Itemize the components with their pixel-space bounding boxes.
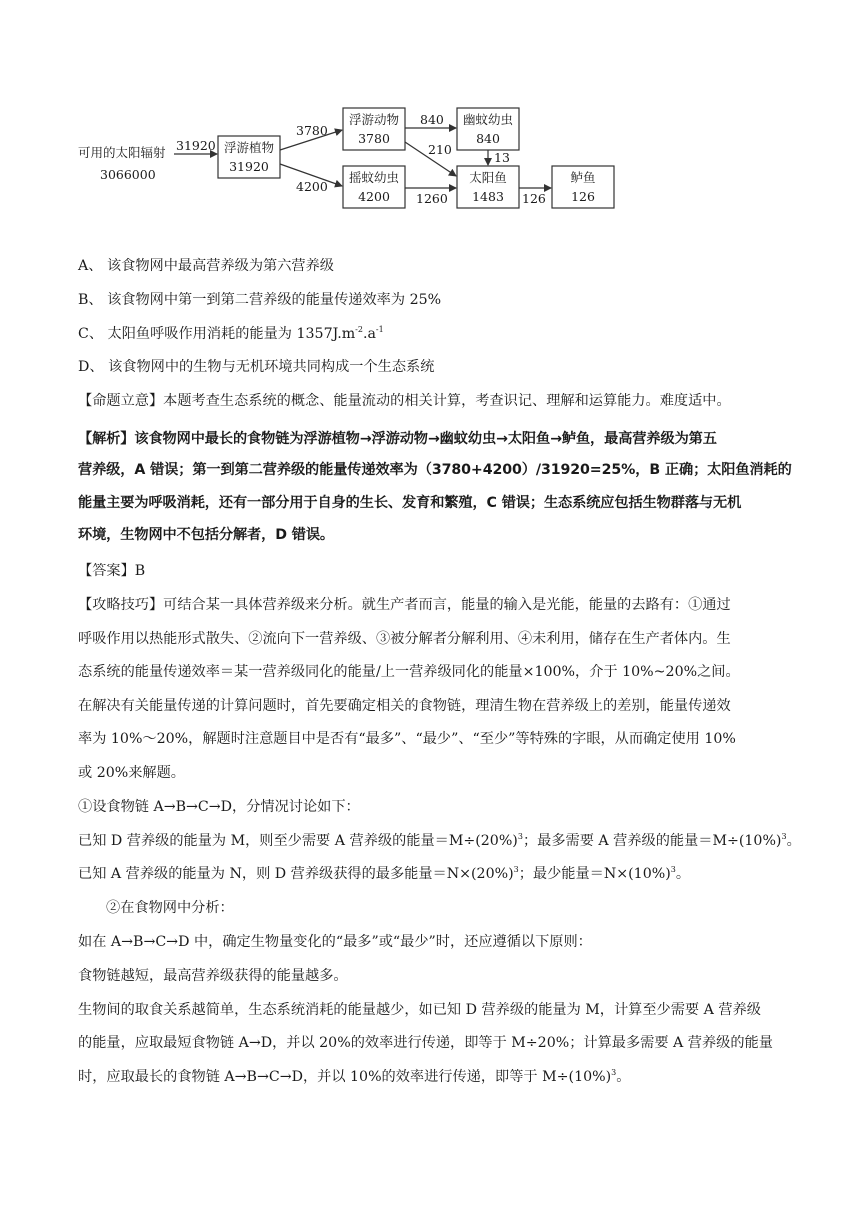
case2-line-4: 的能量，应取最短食物链 A→D，并以 20%的效率进行传递，即等于 M÷20%；计算最多需要 A 营养级的能量: [78, 1035, 773, 1051]
node-phantom-midge-larva: [457, 108, 519, 150]
option-c: [78, 324, 384, 344]
node-phantom-midge-larva-name: 幽蚊幼虫: [462, 112, 514, 127]
tips-line-6: 或 20%来解题。: [78, 765, 185, 781]
node-sunfish-value: 1483: [472, 189, 504, 204]
case1-line-1: [78, 831, 801, 851]
case2-title: ②在食物网中分析：: [106, 900, 234, 916]
case2-line-3: 生物间的取食关系越简单，生态系统消耗的能量越少，如已知 D 营养级的能量为 M，计算至少需要 A 营养级: [78, 1002, 761, 1018]
edge-n4-n5-label: 13: [494, 150, 510, 165]
tips-line-3: 态系统的能量传递效率＝某一营养级同化的能量/上一营养级同化的能量×100%，介于 10%~20%之间。: [78, 664, 740, 680]
node-midge-larva: [343, 166, 405, 208]
node-phantom-midge-larva-value: 840: [476, 131, 500, 146]
case2-line-1: 如在 A→B→C→D 中，确定生物量变化的“最多”或“最少”时，还应遵循以下原则：: [78, 934, 592, 950]
edge-n2-n4-label: 840: [420, 112, 444, 127]
tips-line-1: 【攻略技巧】可结合某一具体营养级来分析。就生产者而言，能量的输入是光能，能量的去路有：①通过: [78, 597, 731, 613]
node-perch: [552, 166, 614, 208]
case1-l2-b: ；最少能量＝N×(10%): [518, 866, 671, 882]
option-c-mid: .a: [362, 326, 376, 342]
edge-n2-n5-label: 210: [428, 142, 452, 157]
case1-l1-c: 。: [786, 833, 801, 849]
source-label: 可用的太阳辐射: [78, 145, 166, 160]
case2-last-b: 。: [616, 1069, 631, 1085]
case1-l1-exp2: 3: [781, 832, 787, 841]
node-zooplankton-value: 3780: [358, 131, 390, 146]
option-b: B、 该食物网中第一到第二营养级的能量传递效率为 25%: [78, 292, 442, 308]
edge-n1-n3-label: 4200: [296, 179, 328, 194]
source-value: 3066000: [100, 167, 156, 182]
node-zooplankton: [343, 108, 405, 150]
edge-n3-n5-label: 1260: [416, 191, 448, 206]
case1-l1-b: ；最多需要 A 营养级的能量＝M÷(10%): [522, 833, 782, 849]
option-d: D、 该食物网中的生物与无机环境共同构成一个生态系统: [78, 359, 435, 375]
analysis-line-4: 环境，生物网中不包括分解者，D 错误。: [78, 527, 335, 543]
option-c-sup1: -2: [355, 325, 363, 334]
food-web-diagram: [70, 98, 630, 216]
case1-title: ①设食物链 A→B→C→D，分情况讨论如下：: [78, 799, 360, 815]
edge-n1-n2-label: 3780: [296, 123, 328, 138]
intent-paragraph: 【命题立意】本题考查生态系统的概念、能量流动的相关计算，考查识记、理解和运算能力。难度适中。: [78, 393, 731, 409]
edge-n5-n6-label: 126: [522, 191, 546, 206]
node-zooplankton-name: 浮游动物: [348, 112, 400, 127]
node-phytoplankton-name: 浮游植物: [223, 140, 275, 155]
case1-l1-exp1: 3: [517, 832, 523, 841]
edge-source-label: 31920: [176, 138, 216, 153]
analysis-line-1: 【解析】该食物网中最长的食物链为浮游植物→浮游动物→幽蚊幼虫→太阳鱼→鲈鱼，最高营养级为第五: [78, 431, 717, 447]
case1-line-2: [78, 864, 690, 884]
case1-l2-exp1: 3: [513, 865, 519, 874]
node-sunfish-name: 太阳鱼: [469, 170, 507, 185]
node-perch-name: 鲈鱼: [570, 170, 596, 185]
case2-last-exp: 3: [611, 1068, 617, 1077]
case2-last-a: 时，应取最长的食物链 A→B→C→D，并以 10%的效率进行传递，即等于 M÷(10%): [78, 1069, 612, 1085]
option-c-text: C、 太阳鱼呼吸作用消耗的能量为 1357J.m: [78, 326, 356, 342]
tips-line-2: 呼吸作用以热能形式散失、②流向下一营养级、③被分解者分解利用、④未利用，储存在生产者体内。生: [78, 631, 731, 647]
case1-l2-a: 已知 A 营养级的能量为 N，则 D 营养级获得的最多能量＝N×(20%): [78, 866, 514, 882]
tips-line-4: 在解决有关能量传递的计算问题时，首先要确定相关的食物链，理清生物在营养级上的差别，能量传递效: [78, 698, 731, 714]
case1-l2-c: 。: [675, 866, 691, 882]
analysis-line-2: 营养级，A 错误；第一到第二营养级的能量传递效率为（3780+4200）/31920=25%，B 正确；太阳鱼消耗的: [78, 462, 792, 478]
case2-line-2: 食物链越短，最高营养级获得的能量越多。: [78, 968, 348, 984]
answer-line: 【答案】B: [78, 563, 146, 579]
option-a: A、 该食物网中最高营养级为第六营养级: [78, 258, 334, 274]
option-c-sup2: -1: [375, 325, 384, 334]
node-phytoplankton-value: 31920: [229, 159, 269, 174]
node-midge-larva-name: 摇蚊幼虫: [348, 170, 400, 185]
food-web-svg: [70, 98, 630, 216]
analysis-line-3: 能量主要为呼吸消耗，还有一部分用于自身的生长、发育和繁殖，C 错误；生态系统应包括生物群落与无机: [78, 495, 742, 511]
node-sunfish: [457, 166, 519, 208]
node-phytoplankton: [218, 136, 280, 178]
case2-line-5: [78, 1067, 630, 1087]
node-perch-value: 126: [571, 189, 595, 204]
tips-line-5: 率为 10%～20%，解题时注意题目中是否有“最多”、“最少”、“至少”等特殊的字眼，从而确定使用 10%: [78, 731, 736, 747]
case1-l2-exp2: 3: [670, 865, 676, 874]
node-midge-larva-value: 4200: [358, 189, 390, 204]
case1-l1-a: 已知 D 营养级的能量为 M，则至少需要 A 营养级的能量＝M÷(20%): [78, 833, 518, 849]
